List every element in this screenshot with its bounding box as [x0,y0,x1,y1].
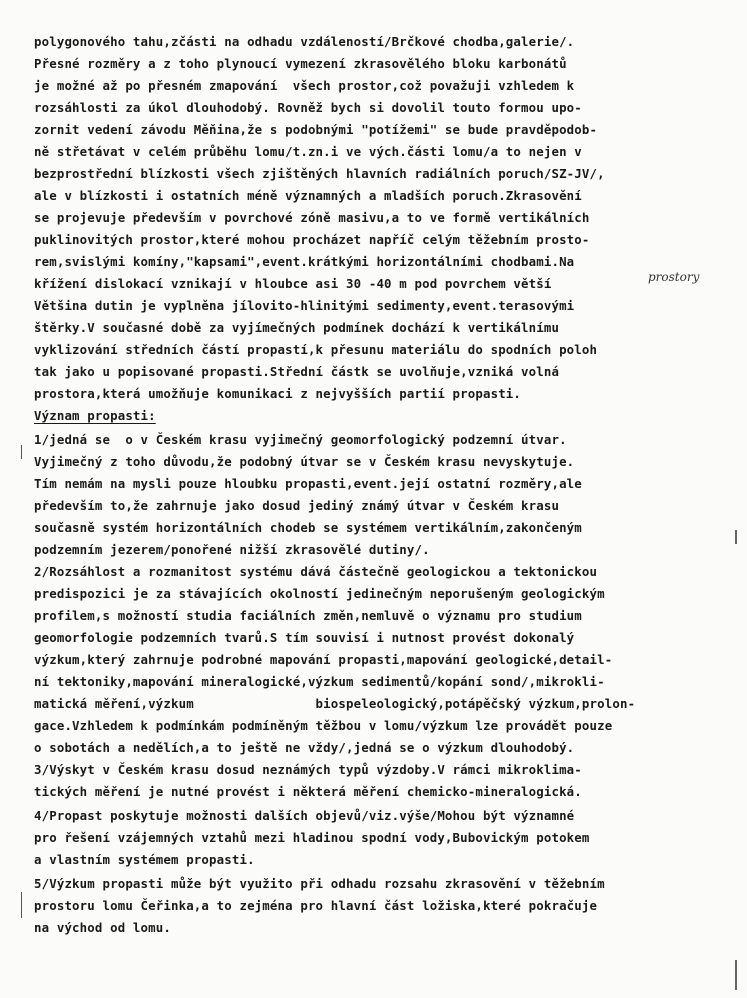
text-line: polygonového tahu,zčásti na odhadu vzdáleností/Brčkové chodba,galerie/. [34,34,575,49]
text-line: Většina dutin je vyplněna jílovito-hlinitými sedimenty,event.terasovými [34,298,575,313]
text-line: je možné až po přesném zmapování všech prostor,což považuji vzhledem k [34,78,575,93]
text-line: 5/Výzkum propasti může být využito při odhadu rozsahu zkrasovění v těžebním [34,876,605,891]
margin-bracket-mark [21,892,22,918]
text-line: geomorfologie podzemních tvarů.S tím souvisí i nutnost provést dokonalý [34,630,575,645]
text-line: 4/Propast poskytuje možnosti dalších objevů/viz.výše/Mohou být významné [34,808,575,823]
text-line: ně střetávat v celém průběhu lomu/t.zn.i ve vých.části lomu/a to nejen v [34,144,582,159]
text-line: zornit vedení závodu Měňina,že s podobnými "potížemi" se bude pravděpodob- [34,122,598,137]
text-line: ní tektoniky,mapování mineralogické,výzkum sedimentů/kopání sond/,mikrokli- [34,674,605,689]
text-line: gace.Vzhledem k podmínkám podmíněným těžbou v lomu/výzkum lze provádět pouze [34,718,613,733]
text-line: Vyjimečný z toho důvodu,že podobný útvar se v Českém krasu nevyskytuje. [34,454,575,469]
text-line: Tím nemám na mysli pouze hloubku propasti,event.její ostatní rozměry,ale [34,476,582,491]
text-line: především to,že zahrnuje jako dosud jediný známý útvar v Českém krasu [34,498,560,513]
text-line: ale v blízkosti i ostatních méně významných a mladších poruch.Zkrasovění [34,188,582,203]
text-line: výzkum,který zahrnuje podrobné mapování propasti,mapování geologické,detail- [34,652,613,667]
text-line: puklinovitých prostor,které mohou procházet napříč celým těžebním prosto- [34,232,590,247]
page-edge-mark [735,530,737,544]
text-line: matická měření,výzkum biospeleologický,potápěčský výzkum,prolon- [34,696,636,711]
text-line: prostora,která umožňuje komunikaci z nejvyšších partií propasti. [34,386,522,401]
text-line: na východ od lomu. [34,920,171,935]
text-line: podzemním jezerem/ponořené nižší zkrasovělé dutiny/. [34,542,430,557]
text-line: křížení dislokací vznikají v hloubce asi 30 -40 m pod povrchem větší [34,276,552,291]
text-line: se projevuje především v povrchové zóně masivu,a to ve formě vertikálních [34,210,590,225]
margin-bracket-mark [21,445,22,459]
text-line: rozsáhlosti za úkol dlouhodobý. Rovněž bych si dovolil touto formou upo- [34,100,582,115]
text-line: predispozici je za stávajících okolností jedinečným neporušeným geologickým [34,586,605,601]
text-line: a vlastním systémem propasti. [34,852,255,867]
text-line: štěrky.V současné době za vyjímečných podmínek dochází k vertikálnímu [34,320,560,335]
text-line: vyklizování středních částí propastí,k přesunu materiálu do spodních poloh [34,342,598,357]
handwritten-note: prostory [648,270,700,284]
text-line: rem,svislými komíny,"kapsami",event.krátkými horizontálními chodbami.Na [34,254,575,269]
text-line: pro řešení vzájemných vztahů mezi hladinou spodní vody,Bubovickým potokem [34,830,590,845]
section-heading: Význam propasti: [34,408,156,423]
text-line: 2/Rozsáhlost a rozmanitost systému dává částečně geologickou a tektonickou [34,564,598,579]
text-line: o sobotách a nedělích,a to ještě ne vždy/,jedná se o výzkum dlouhodobý. [34,740,575,755]
page-edge-mark [735,960,737,990]
text-line: prostoru lomu Čeřinka,a to zejména pro hlavní část ložiska,které pokračuje [34,898,598,913]
text-line: profilem,s možností studia faciálních změn,nemluvě o významu pro studium [34,608,582,623]
text-line: současně systém horizontálních chodeb se systémem vertikálním,zakončeným [34,520,582,535]
text-line: tických měření je nutné provést i některá měření chemicko-mineralogická. [34,784,582,799]
text-line: 1/jedná se o v Českém krasu vyjimečný geomorfologický podzemní útvar. [34,432,567,447]
text-line: 3/Výskyt v Českém krasu dosud neznámých typů výzdoby.V rámci mikroklima- [34,762,582,777]
text-line: Přesné rozměry a z toho plynoucí vymezení zkrasovělého bloku karbonátů [34,56,567,71]
text-line: tak jako u popisované propasti.Střední částk se uvolňuje,vzniká volná [34,364,560,379]
text-line: bezprostřední blízkosti všech zjištěných hlavních radiálních poruch/SZ-JV/, [34,166,605,181]
